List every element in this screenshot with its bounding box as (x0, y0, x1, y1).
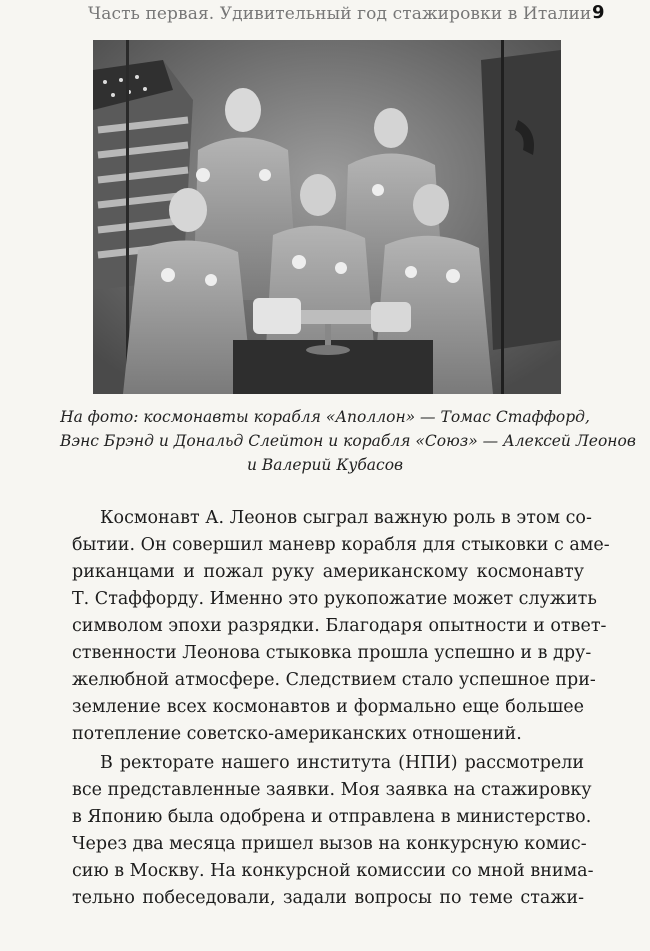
paragraph-2 (72, 750, 594, 912)
caption-line: и Валерий Кубасов (246, 456, 404, 474)
ussr-flag-graphic (481, 40, 561, 394)
text-line: земление всех космонавтов и формально еще большее (72, 697, 584, 717)
text-line: Космонавт А. Леонов сыграл важную роль в этом со- (100, 508, 592, 528)
text-line: В ректорате нашего института (НПИ) рассмотрели (100, 753, 584, 773)
text-line: тельно побеседовали, задали вопросы по теме стажи- (72, 888, 584, 908)
text-line: в Японию была одобрена и отправлена в министерство. (72, 807, 592, 827)
page-number: 9 (592, 2, 605, 23)
paragraph-1 (72, 505, 610, 748)
text-line: риканцами и пожал руку американскому космонавту (72, 562, 584, 582)
running-header-title: Часть первая. Удивительный год стажировки в Италии (88, 4, 592, 24)
text-line: ственности Леонова стыковка прошла успешно и в дру- (72, 643, 592, 663)
spacecraft-model-graphic (233, 298, 433, 394)
caption-line: На фото: космонавты корабля «Аполлон» — Томас Стаффорд, (60, 408, 590, 426)
text-line: бытии. Он совершил маневр корабля для стыковки с аме- (72, 535, 610, 555)
photo-caption (60, 405, 636, 477)
caption-line: Вэнс Брэнд и Дональд Слейтон и корабля «Союз» — Алексей Леонов (60, 432, 636, 450)
text-line: потепление советско-американских отношений. (72, 724, 522, 744)
text-line: сию в Москву. На конкурсной комиссии со мной внима- (72, 861, 594, 881)
text-line: Т. Стаффорду. Именно это рукопожатие может служить (72, 589, 597, 609)
body-text (72, 505, 610, 912)
text-line: желюбной атмосфере. Следствием стало успешное при- (72, 670, 596, 690)
text-line: символом эпохи разрядки. Благодаря опытности и ответ- (72, 616, 607, 636)
page-header (0, 0, 650, 30)
text-line: Через два месяца пришел вызов на конкурсную комис- (72, 834, 587, 854)
text-line: все представленные заявки. Моя заявка на стажировку (72, 780, 592, 800)
crew-photo (93, 40, 561, 394)
